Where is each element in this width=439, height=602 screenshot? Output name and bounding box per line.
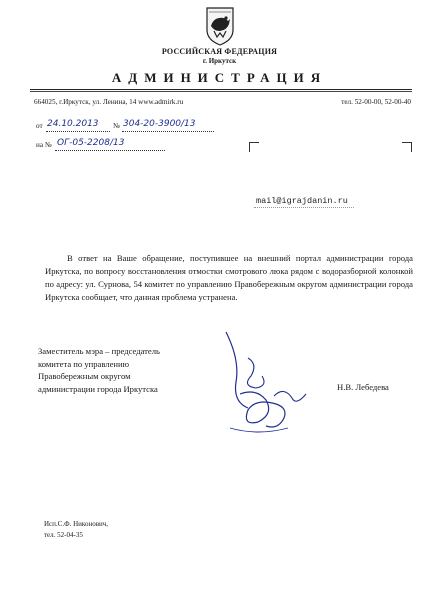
recipient-email: mail@igrajdanin.ru	[256, 196, 348, 206]
letter-body	[45, 252, 413, 304]
date-underline	[46, 131, 110, 132]
organization-title: АДМИНИСТРАЦИЯ	[111, 70, 328, 85]
number-underline	[122, 131, 214, 132]
organization-address: 664025, г.Иркутск, ул. Ленина, 14 www.admirk.ru	[34, 98, 184, 106]
handwritten-incoming-number: ОГ-05-2208/13	[57, 138, 125, 148]
signer-title-line: комитета по управлению	[38, 358, 130, 369]
executor-name: Исп.С.Ф. Никонович,	[44, 520, 109, 528]
handwritten-signature	[218, 330, 318, 440]
date-label: от	[36, 122, 43, 130]
email-underline	[254, 207, 354, 208]
coat-of-arms-icon	[205, 6, 235, 46]
header-divider-thin	[30, 91, 412, 92]
executor-phone: тел. 52-04-35	[44, 531, 83, 539]
organization-phone: тел. 52-00-00, 52-00-40	[341, 98, 411, 106]
handwritten-outgoing-number: 304-20-3900/13	[123, 119, 196, 129]
number-label: №	[113, 122, 120, 130]
signer-title-line: Правобережным округом	[38, 371, 131, 382]
signer-title	[38, 345, 213, 395]
country-name: РОССИЙСКАЯ ФЕДЕРАЦИЯ	[161, 47, 278, 56]
address-corner-right	[402, 142, 412, 152]
body-paragraph: В ответ на Ваше обращение, поступившее на внешний портал администрации города Иркутска, по вопросу восстановления отмостки смотрового люка рядом с водоразборной колонкой по адресу: ул. Сурнова, 54 комитет по управлению Правобережным округом администрации города Иркутска сообщает, что данная проблема устранена.	[45, 253, 413, 302]
header-divider	[30, 89, 412, 90]
city-name: г. Иркутск	[202, 57, 237, 65]
handwritten-date: 24.10.2013	[47, 119, 99, 129]
address-corner-left	[249, 142, 259, 152]
executor-info	[44, 519, 108, 541]
signer-name: Н.В. Лебедева	[337, 382, 389, 392]
signer-title-line: администрации города Иркутска	[38, 383, 158, 394]
signer-title-line: Заместитель мэра – председатель	[38, 346, 160, 356]
reply-number-label: на №	[36, 141, 52, 149]
reply-number-underline	[55, 150, 165, 151]
